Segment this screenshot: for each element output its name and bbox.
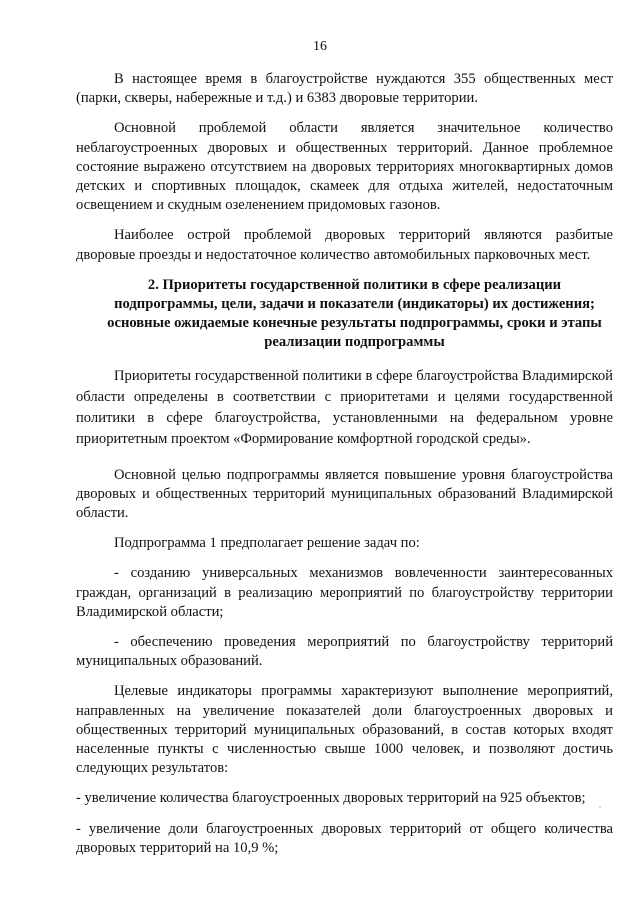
- paragraph-public-spaces: В настоящее время в благоустройстве нуждаются 355 общественных мест (парки, скверы, набережные и т.д.) и 6383 дворовые территории.: [76, 71, 613, 107]
- scan-speck: [599, 806, 601, 808]
- list-item: - обеспечению проведения мероприятий по благоустройству территорий муниципальных образований.: [76, 634, 613, 670]
- paragraph-target-indicators: Целевые индикаторы программы характеризуют выполнение мероприятий, направленных на увеличение показателей доли благоустроенных дворовых и общественных территорий муниципальных образований, в состав которых входят населенные пункты с численностью свыше 1000 человек, и позволяют достичь следующих результатов:: [76, 683, 613, 777]
- list-item: - увеличение количества благоустроенных дворовых территорий на 925 объектов;: [76, 790, 586, 807]
- paragraph-acute-problem: Наиболее острой проблемой дворовых территорий являются разбитые дворовые проезды и недостаточное количество автомобильных парковочных мест.: [76, 227, 613, 263]
- paragraph-main-problem: Основной проблемой области является значительное количество неблагоустроенных дворовых и общественных территорий. Данное проблемное состояние выражено отсутствием на дворовых территориях многоквартирных домов детских и спортивных площадок, скамеек для отдыха жителей, недостаточным освещением и скудным озеленением придомовых газонов.: [76, 120, 613, 214]
- document-body: [76, 70, 613, 869]
- paragraph-goal: Основной целью подпрограммы является повышение уровня благоустройства дворовых и общественных территорий муниципальных образований Владимирской области.: [76, 466, 613, 522]
- list-item: - созданию универсальных механизмов вовлеченности заинтересованных граждан, организаций в реализацию мероприятий по благоустройству территории Владимирской области;: [76, 565, 613, 620]
- paragraph-priorities: Приоритеты государственной политики в сфере благоустройства Владимирской области определены в соответствии с приоритетами и целями государственной политики в сфере благоустройства, установленными на федеральном уровне приоритетным проектом «Формирование комфортной городской среды».: [76, 367, 613, 447]
- section-heading: 2. Приоритеты государственной политики в сфере реализации подпрограммы, цели, задачи и показатели (индикаторы) их достижения; основные ожидаемые конечные результаты подпрограммы, сроки и этапы реализации подпрограммы: [107, 276, 602, 351]
- page-number: 16: [313, 39, 327, 54]
- list-item: - увеличение доли благоустроенных дворовых территорий от общего количества дворовых территорий на 10,9 %;: [76, 820, 613, 856]
- paragraph-tasks-intro: Подпрограмма 1 предполагает решение задач по:: [114, 535, 420, 552]
